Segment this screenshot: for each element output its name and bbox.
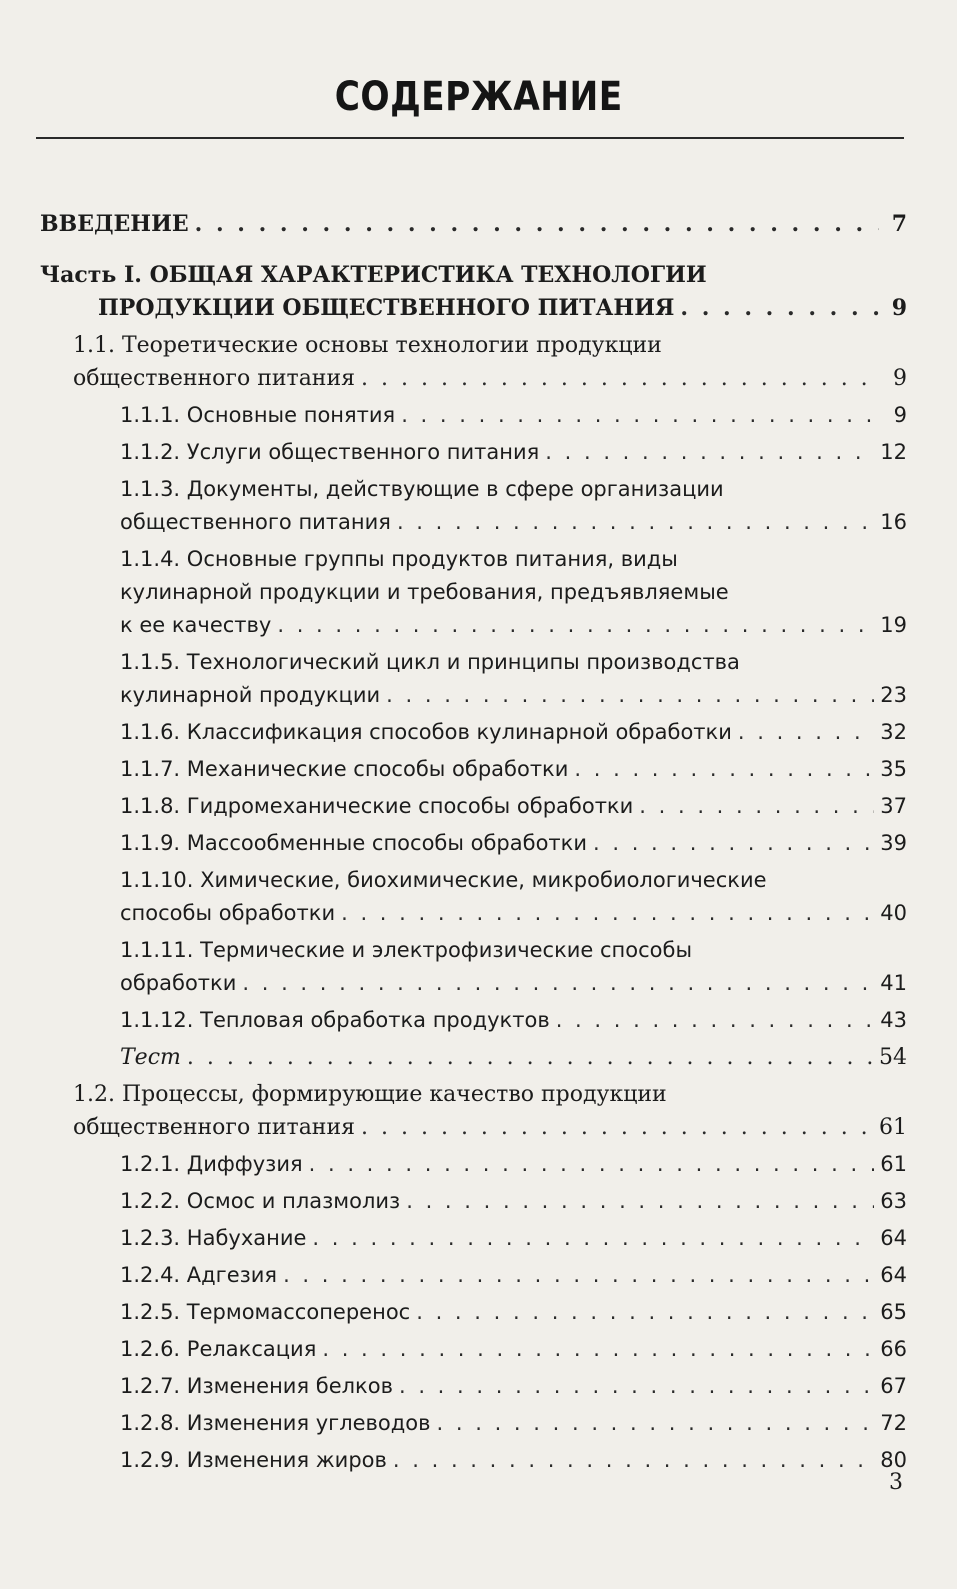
toc-entry-lastline xyxy=(73,362,907,395)
toc-page-number: 54 xyxy=(879,1045,907,1070)
toc-entry-lastline xyxy=(120,1296,907,1329)
toc-entry-lastline xyxy=(120,967,907,1000)
dot-leader xyxy=(556,1004,875,1037)
toc-entry-text: 1.1.5. Технологический цикл и принципы производства xyxy=(120,650,740,674)
toc-entry-lastline xyxy=(120,436,907,469)
toc-page-number: 64 xyxy=(880,1263,907,1287)
dot-leader xyxy=(393,1444,874,1477)
toc-entry-text: 1.2.7. Изменения белков xyxy=(120,1374,393,1398)
toc-entry xyxy=(0,329,907,395)
toc-entry xyxy=(0,1078,907,1144)
dot-leader xyxy=(361,1111,873,1144)
dot-leader xyxy=(397,506,874,539)
toc-entry-lastline xyxy=(120,1370,907,1403)
toc-entry xyxy=(0,473,907,539)
dot-leader xyxy=(309,1148,875,1181)
toc-entry xyxy=(0,1333,907,1366)
toc-entry xyxy=(0,1148,907,1181)
toc-entry-text: 1.2.4. Адгезия xyxy=(120,1263,278,1287)
table-of-contents xyxy=(0,190,957,1477)
page-number: 3 xyxy=(889,1470,903,1495)
dot-leader xyxy=(386,679,874,712)
dot-leader xyxy=(545,436,874,469)
toc-entry-lastline xyxy=(120,1185,907,1218)
toc-entry-lastline xyxy=(120,827,907,860)
toc-entry-text: общественного питания xyxy=(73,366,356,391)
dot-leader xyxy=(283,1259,874,1292)
toc-page-number: 65 xyxy=(880,1300,907,1324)
toc-entry-text: 1.2.3. Набухание xyxy=(120,1226,307,1250)
toc-page-number: 12 xyxy=(880,440,907,464)
toc-entry-text: 1.1.2. Услуги общественного питания xyxy=(120,440,540,464)
toc-entry-text: к ее качеству xyxy=(120,613,272,637)
toc-page-number: 72 xyxy=(880,1411,907,1435)
toc-entry-text: Часть I. ОБЩАЯ ХАРАКТЕРИСТИКА ТЕХНОЛОГИИ xyxy=(40,262,707,288)
toc-entry-text: 1.1.4. Основные группы продуктов питания, виды xyxy=(120,547,678,571)
toc-entry xyxy=(0,436,907,469)
dot-leader xyxy=(341,897,874,930)
toc-entry-text: 1.2.5. Термомассоперенос xyxy=(120,1300,411,1324)
toc-entry-lastline xyxy=(73,1111,907,1144)
dot-leader xyxy=(437,1407,875,1440)
toc-page-number: 67 xyxy=(880,1374,907,1398)
dot-leader xyxy=(593,827,874,860)
toc-entry-text: способы обработки xyxy=(120,901,336,925)
dot-leader xyxy=(639,790,874,823)
toc-entry-text: кулинарной продукции xyxy=(120,683,381,707)
dot-leader xyxy=(406,1185,874,1218)
toc-entry-lastline xyxy=(120,1004,907,1037)
toc-page-number: 41 xyxy=(880,971,907,995)
toc-page-number: 39 xyxy=(880,831,907,855)
dot-leader xyxy=(361,362,879,395)
dot-leader xyxy=(312,1222,874,1255)
toc-entry-text: 1.1.9. Массообменные способы обработки xyxy=(120,831,587,855)
dot-leader xyxy=(399,1370,874,1403)
toc-entry-text: общественного питания xyxy=(73,1115,356,1140)
dot-leader xyxy=(187,1041,873,1074)
toc-entry-text: 1.1.8. Гидромеханические способы обработки xyxy=(120,794,634,818)
toc-entry xyxy=(0,716,907,749)
toc-entry xyxy=(0,864,907,930)
toc-entry-lastline xyxy=(120,1041,907,1074)
toc-entry-text: 1.1.3. Документы, действующие в сфере организации xyxy=(120,477,724,501)
toc-page-number: 7 xyxy=(891,211,907,237)
toc-entry-lastline xyxy=(120,506,907,539)
toc-entry-text: 1.2.2. Осмос и плазмолиз xyxy=(120,1189,401,1213)
toc-entry xyxy=(0,646,907,712)
toc-entry-lastline xyxy=(120,679,907,712)
toc-page-number: 9 xyxy=(891,295,907,321)
toc-page-number: 80 xyxy=(880,1448,907,1472)
toc-entry xyxy=(0,1041,907,1074)
toc-page-number: 23 xyxy=(880,683,907,707)
toc-entry-text: 1.1.6. Классификация способов кулинарной обработки xyxy=(120,720,732,744)
toc-entry xyxy=(0,259,907,325)
toc-entry-lastline xyxy=(120,1444,907,1477)
toc-entry-lastline xyxy=(120,1148,907,1181)
toc-entry xyxy=(0,827,907,860)
dot-leader xyxy=(277,609,874,642)
toc-page-number: 9 xyxy=(893,366,907,391)
toc-entry-text: 1.2.9. Изменения жиров xyxy=(120,1448,387,1472)
toc-entry xyxy=(0,1296,907,1329)
toc-page-number: 61 xyxy=(880,1152,907,1176)
toc-entry xyxy=(0,934,907,1000)
title-rule xyxy=(36,137,904,139)
toc-entry xyxy=(0,1222,907,1255)
toc-entry xyxy=(0,790,907,823)
dot-leader xyxy=(322,1333,874,1366)
toc-entry-text: 1.2. Процессы, формирующие качество продукции xyxy=(73,1082,667,1107)
toc-entry xyxy=(0,399,907,432)
toc-entry-text: Тест xyxy=(120,1045,181,1070)
toc-entry xyxy=(0,1004,907,1037)
toc-entry-text: кулинарной продукции и требования, предъявляемые xyxy=(120,580,729,604)
toc-entry-text: ПРОДУКЦИИ ОБЩЕСТВЕННОГО ПИТАНИЯ xyxy=(98,295,675,321)
toc-page-number: 9 xyxy=(893,403,907,427)
toc-entry xyxy=(0,208,907,241)
toc-page-number: 64 xyxy=(880,1226,907,1250)
dot-leader xyxy=(416,1296,874,1329)
toc-entry-lastline xyxy=(120,399,907,432)
toc-page-number: 66 xyxy=(880,1337,907,1361)
toc-entry xyxy=(0,1370,907,1403)
toc-entry-lastline xyxy=(120,897,907,930)
toc-entry-text: ВВЕДЕНИЕ xyxy=(40,211,189,237)
toc-page-number: 35 xyxy=(880,757,907,781)
page-title: СОДЕРЖАНИЕ xyxy=(334,74,623,120)
toc-entry-lastline xyxy=(120,790,907,823)
toc-page-number: 37 xyxy=(880,794,907,818)
dot-leader xyxy=(242,967,874,1000)
toc-page-number: 43 xyxy=(880,1008,907,1032)
toc-entry-lastline xyxy=(120,716,907,749)
toc-entry xyxy=(0,1185,907,1218)
toc-entry xyxy=(0,1407,907,1440)
dot-leader xyxy=(401,399,879,432)
toc-entry-text: 1.1.10. Химические, биохимические, микробиологические xyxy=(120,868,767,892)
toc-page-number: 32 xyxy=(880,720,907,744)
toc-entry xyxy=(0,543,907,642)
toc-entry-lastline xyxy=(40,292,907,325)
toc-entry-lastline xyxy=(120,753,907,786)
toc-page-number: 61 xyxy=(879,1115,907,1140)
toc-entry-text: 1.2.8. Изменения углеводов xyxy=(120,1411,431,1435)
toc-entry-text: общественного питания xyxy=(120,510,391,534)
toc-entry-text: 1.1.7. Механические способы обработки xyxy=(120,757,569,781)
toc-entry-lastline xyxy=(120,1222,907,1255)
toc-entry-text: обработки xyxy=(120,971,237,995)
toc-page-number: 40 xyxy=(880,901,907,925)
toc-entry-lastline xyxy=(120,1407,907,1440)
toc-entry-text: 1.1.12. Тепловая обработка продуктов xyxy=(120,1008,550,1032)
toc-entry-text: 1.1.1. Основные понятия xyxy=(120,403,396,427)
dot-leader xyxy=(738,716,874,749)
toc-entry-text: 1.1. Теоретические основы технологии продукции xyxy=(73,333,662,358)
toc-entry-lastline xyxy=(120,1259,907,1292)
toc-entry xyxy=(0,1259,907,1292)
dot-leader xyxy=(195,208,879,241)
toc-entry-lastline xyxy=(120,609,907,642)
dot-leader xyxy=(680,292,879,325)
toc-entry-text: 1.2.1. Диффузия xyxy=(120,1152,303,1176)
toc-page-number: 19 xyxy=(880,613,907,637)
toc-entry-text: 1.1.11. Термические и электрофизические способы xyxy=(120,938,693,962)
toc-page-number: 63 xyxy=(880,1189,907,1213)
toc-page-number: 16 xyxy=(880,510,907,534)
toc-entry-lastline xyxy=(40,208,907,241)
dot-leader xyxy=(574,753,874,786)
toc-entry xyxy=(0,753,907,786)
toc-entry-text: 1.2.6. Релаксация xyxy=(120,1337,317,1361)
toc-entry xyxy=(0,1444,907,1477)
toc-entry-lastline xyxy=(120,1333,907,1366)
